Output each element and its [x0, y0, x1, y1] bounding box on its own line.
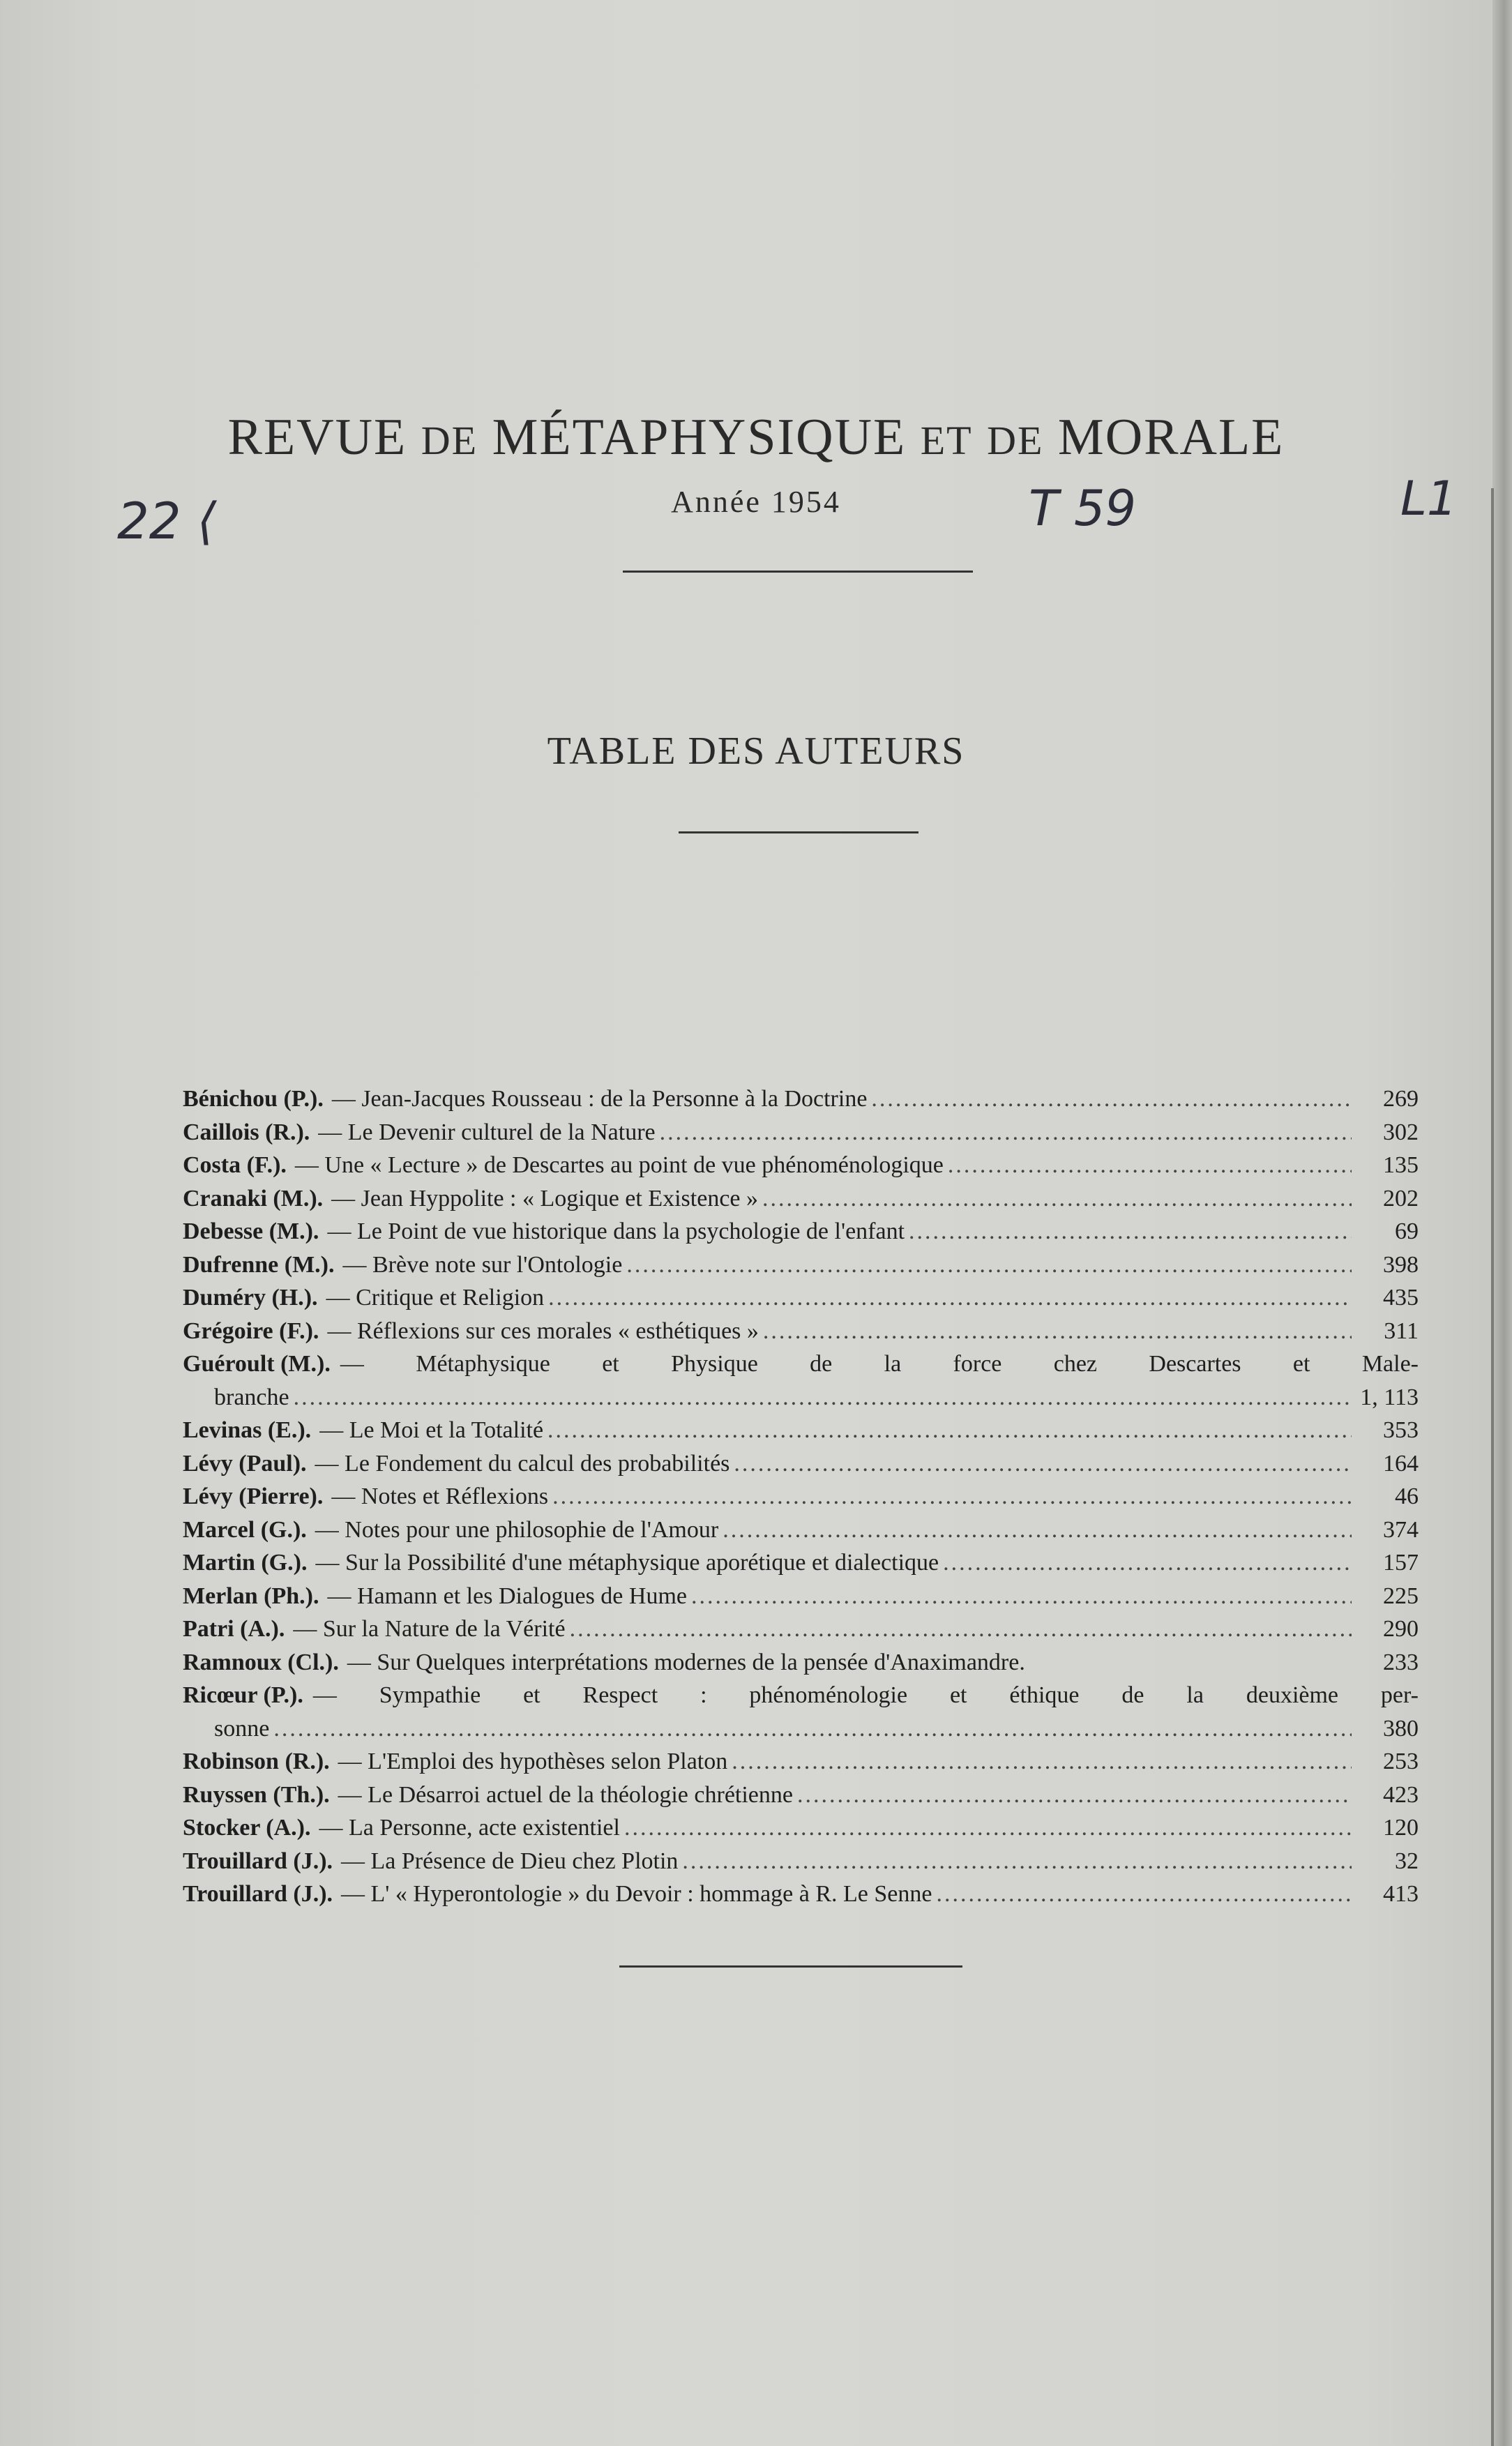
entry-author: Dufrenne (M.).: [183, 1251, 335, 1278]
divider-rule-bottom: [619, 1965, 962, 1968]
entry-page: 353: [1383, 1417, 1419, 1443]
toc-entry: [183, 1811, 1419, 1845]
handwritten-mark-middle: T 59: [1029, 480, 1137, 537]
entry-author: Caillois (R.).: [183, 1119, 310, 1145]
entry-title: — Le Désarroi actuel de la théologie chrétienne: [338, 1781, 793, 1808]
dot-leader: [547, 1414, 1352, 1447]
entry-author: Lévy (Pierre).: [183, 1484, 324, 1509]
entry-page: 225: [1383, 1583, 1419, 1609]
entry-author: Trouillard (J.).: [183, 1881, 333, 1907]
divider-rule-middle: [679, 831, 918, 833]
table-of-authors: [183, 1082, 1419, 1911]
toc-entry: [183, 1347, 1419, 1414]
entry-title: — L' « Hyperontologie » du Devoir : hommage à R. Le Senne: [341, 1881, 932, 1907]
toc-entry: [183, 1878, 1419, 1911]
handwritten-mark-right: L1: [1400, 471, 1458, 527]
entry-page: 302: [1383, 1119, 1419, 1145]
dot-leader: [943, 1546, 1352, 1580]
entry-page: 135: [1383, 1152, 1419, 1178]
dot-leader: [273, 1712, 1352, 1746]
dot-leader: [734, 1447, 1352, 1481]
entry-title: — La Personne, acte existentiel: [319, 1815, 620, 1841]
entry-page: 32: [1395, 1848, 1419, 1874]
dot-leader: [871, 1082, 1352, 1116]
toc-entry: [183, 1646, 1419, 1679]
entry-page: 233: [1383, 1649, 1419, 1675]
dot-leader: [763, 1315, 1352, 1348]
divider-rule-top: [623, 571, 973, 573]
dot-leader: [691, 1580, 1352, 1613]
entry-title: — Jean Hyppolite : « Logique et Existence »: [331, 1185, 759, 1211]
entry-title: — Le Moi et la Totalité: [319, 1417, 544, 1443]
entry-page: 380: [1383, 1715, 1419, 1742]
entry-title: — Le Fondement du calcul des probabilités: [315, 1450, 730, 1477]
entry-author: Ricœur (P.).: [183, 1682, 303, 1708]
section-title: TABLE DES AUTEURS: [547, 730, 965, 773]
entry-author: Patri (A.).: [183, 1616, 285, 1642]
toc-entry: [183, 1414, 1419, 1447]
toc-entry: [183, 1679, 1419, 1745]
entry-title: — Le Devenir culturel de la Nature: [318, 1119, 656, 1145]
entry-page: 290: [1383, 1616, 1419, 1642]
entry-title: — L'Emploi des hypothèses selon Platon: [338, 1749, 728, 1774]
entry-title: — Le Point de vue historique dans la psychologie de l'enfant: [327, 1218, 905, 1244]
handwritten-mark-left: 22 ⟨: [117, 492, 217, 550]
toc-entry: [183, 1116, 1419, 1149]
toc-entry: [183, 1513, 1419, 1547]
dot-leader: [732, 1745, 1352, 1779]
dot-leader: [624, 1811, 1352, 1845]
dot-leader: [660, 1116, 1352, 1149]
entry-author: Cranaki (M.).: [183, 1185, 324, 1211]
dot-leader: [723, 1513, 1352, 1547]
entry-title: — Jean-Jacques Rousseau : de la Personne à la Doctrine: [331, 1086, 868, 1112]
toc-entry: [183, 1315, 1419, 1348]
page-edge-shadow: [1492, 0, 1512, 2446]
entry-author: Bénichou (P.).: [183, 1086, 324, 1112]
dot-leader: [570, 1613, 1352, 1646]
entry-title: — Notes et Réflexions: [331, 1484, 549, 1509]
entry-page: 46: [1395, 1484, 1419, 1509]
entry-page: 202: [1383, 1185, 1419, 1211]
toc-entry: [183, 1613, 1419, 1646]
entry-author: Costa (F.).: [183, 1152, 287, 1178]
entry-title: — Sur la Possibilité d'une métaphysique aporétique et dialectique: [315, 1550, 939, 1576]
entry-page: 398: [1383, 1251, 1419, 1278]
entry-title-continued: sonne: [214, 1715, 270, 1742]
entry-title: — Sympathie et Respect : phénoménologie et éthique de la deuxième per-: [312, 1682, 1419, 1708]
dot-leader: [682, 1845, 1352, 1878]
dot-leader: [552, 1480, 1352, 1513]
entry-page: 1, 113: [1360, 1384, 1419, 1410]
entry-author: Robinson (R.).: [183, 1749, 330, 1774]
entry-page: 374: [1383, 1516, 1419, 1543]
entry-title: — Une « Lecture » de Descartes au point de vue phénoménologique: [294, 1152, 944, 1178]
dot-leader: [909, 1215, 1352, 1248]
entry-author: Guéroult (M.).: [183, 1351, 331, 1377]
dot-leader: [797, 1779, 1352, 1812]
entry-author: Trouillard (J.).: [183, 1848, 333, 1874]
toc-entry: [183, 1215, 1419, 1248]
toc-entry: [183, 1082, 1419, 1116]
toc-entry: [183, 1248, 1419, 1282]
entry-author: Ramnoux (Cl.).: [183, 1649, 339, 1675]
entry-author: Marcel (G.).: [183, 1516, 307, 1543]
toc-entry: [183, 1149, 1419, 1182]
entry-title: — Métaphysique et Physique de la force chez Descartes et Male-: [340, 1351, 1419, 1377]
entry-page: 311: [1384, 1318, 1419, 1344]
entry-author: Grégoire (F.).: [183, 1318, 319, 1344]
entry-title: — Hamann et les Dialogues de Hume: [327, 1583, 687, 1609]
entry-page: 164: [1383, 1450, 1419, 1477]
binding-edge-line: [1491, 488, 1494, 2446]
entry-title: — Notes pour une philosophie de l'Amour: [315, 1516, 719, 1543]
entry-page: 253: [1383, 1749, 1419, 1774]
entry-author: Ruyssen (Th.).: [183, 1781, 330, 1808]
toc-entry: [183, 1182, 1419, 1216]
entry-page: 423: [1383, 1781, 1419, 1808]
dot-leader: [762, 1182, 1352, 1216]
dot-leader: [548, 1281, 1352, 1315]
journal-title: REVUE DE MÉTAPHYSIQUE ET DE MORALE: [227, 409, 1285, 466]
entry-author: Merlan (Ph.).: [183, 1583, 319, 1609]
entry-title: — La Présence de Dieu chez Plotin: [341, 1848, 679, 1874]
toc-entry: [183, 1779, 1419, 1812]
entry-page: 120: [1383, 1815, 1419, 1841]
toc-entry: [183, 1480, 1419, 1513]
entry-page: 157: [1383, 1550, 1419, 1576]
dot-leader: [936, 1878, 1352, 1911]
entry-title: — Critique et Religion: [326, 1285, 545, 1311]
entry-title: — Sur la Nature de la Vérité: [293, 1616, 566, 1642]
entry-page: 413: [1383, 1881, 1419, 1907]
entry-author: Stocker (A.).: [183, 1815, 311, 1841]
year-line: Année 1954: [671, 485, 841, 519]
entry-title-continued: branche: [214, 1384, 289, 1410]
toc-entry: [183, 1580, 1419, 1613]
entry-title: — Réflexions sur ces morales « esthétiques »: [327, 1318, 759, 1344]
entry-author: Lévy (Paul).: [183, 1450, 307, 1477]
entry-author: Levinas (E.).: [183, 1417, 312, 1443]
toc-entry: [183, 1546, 1419, 1580]
entry-author: Duméry (H.).: [183, 1285, 318, 1311]
toc-entry: [183, 1281, 1419, 1315]
entry-page: 269: [1383, 1086, 1419, 1112]
dot-leader: [948, 1149, 1352, 1182]
entry-author: Debesse (M.).: [183, 1218, 319, 1244]
entry-page: 69: [1395, 1218, 1419, 1244]
entry-author: Martin (G.).: [183, 1550, 308, 1576]
dot-leader: [294, 1381, 1352, 1414]
entry-page: 435: [1383, 1285, 1419, 1311]
toc-entry: [183, 1845, 1419, 1878]
entry-title: — Sur Quelques interprétations modernes de la pensée d'Anaximandre.: [347, 1649, 1025, 1675]
toc-entry: [183, 1745, 1419, 1779]
entry-title: — Brève note sur l'Ontologie: [342, 1251, 623, 1278]
dot-leader: [626, 1248, 1352, 1282]
toc-entry: [183, 1447, 1419, 1481]
